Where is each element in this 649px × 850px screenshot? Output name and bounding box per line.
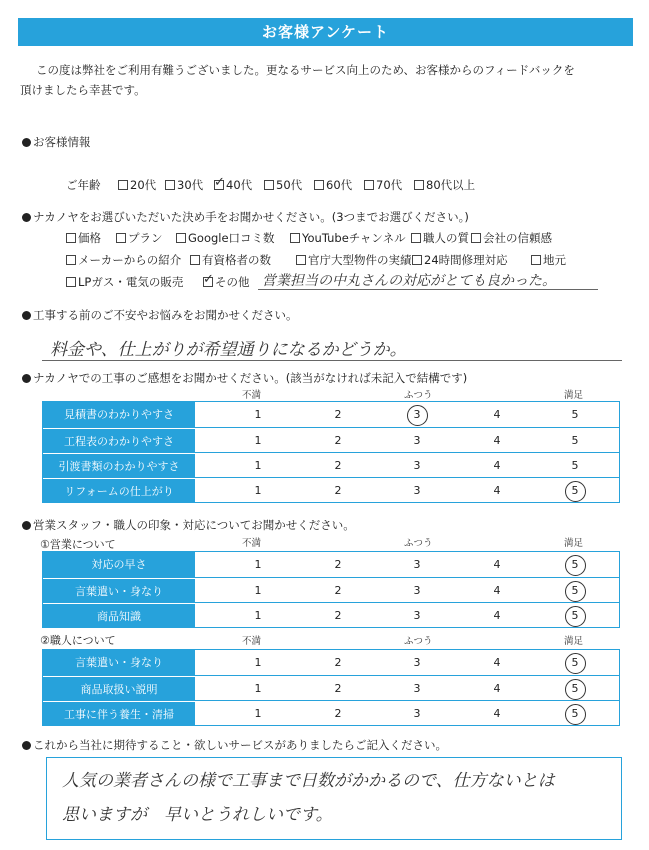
rating-row-label: 工程表のわかりやすさ <box>43 428 195 452</box>
checkbox-icon[interactable] <box>190 255 200 265</box>
rating-row-label: 商品知識 <box>43 603 195 627</box>
scale-low-label: 不満 <box>242 390 262 401</box>
checkbox-icon[interactable] <box>264 180 274 190</box>
checkbox-icon[interactable] <box>471 233 481 243</box>
age-option[interactable] <box>264 177 302 193</box>
rating-option-4[interactable]: 4 <box>493 558 501 571</box>
scale-mid-label: ふつう <box>404 538 433 549</box>
crafts-subheading: ②職人について <box>40 634 116 647</box>
rating-row <box>43 602 619 627</box>
section-heading: ナカノヤをお選びいただいた決め手をお聞かせください。(3つまでお選びください。) <box>33 210 469 224</box>
checkbox-icon[interactable] <box>296 255 306 265</box>
checkbox-icon[interactable] <box>203 277 213 287</box>
rating-option-5[interactable]: 5 <box>571 459 579 472</box>
rating-option-1[interactable]: 1 <box>254 434 262 447</box>
age-option-label: 80代以上 <box>426 178 476 192</box>
decision-option[interactable] <box>531 252 566 268</box>
decision-option-label: 地元 <box>543 253 566 267</box>
intro-line-2: 頂けましたら幸甚です。 <box>20 83 146 97</box>
decision-option-label: YouTubeチャンネル <box>302 231 406 245</box>
rating-option-1[interactable]: 1 <box>254 707 262 720</box>
rating-option-4[interactable]: 4 <box>493 609 501 622</box>
rating-table <box>42 649 620 726</box>
decision-option-label: 職人の質 <box>423 231 469 245</box>
checkbox-icon[interactable] <box>176 233 186 243</box>
rating-option-2[interactable]: 2 <box>334 656 342 669</box>
section-heading: これから当社に期待すること・欲しいサービスがありましたらご記入ください。 <box>33 738 447 752</box>
rating-option-5[interactable]: 5 <box>565 478 585 503</box>
rating-option-5[interactable]: 5 <box>565 552 585 577</box>
age-option[interactable] <box>364 177 402 193</box>
checkbox-icon[interactable] <box>314 180 324 190</box>
rating-row-label: 工事に伴う養生・清掃 <box>43 701 195 725</box>
rating-option-4[interactable]: 4 <box>493 707 501 720</box>
section-decision <box>22 209 469 225</box>
section-heading: 工事する前のご不安やお悩みをお聞かせください。 <box>33 308 298 322</box>
decision-option-label: Google口コミ数 <box>188 231 275 245</box>
age-option[interactable] <box>214 177 252 193</box>
checkbox-icon[interactable] <box>165 180 175 190</box>
rating-option-5[interactable]: 5 <box>565 603 585 628</box>
rating-option-4[interactable]: 4 <box>493 408 501 421</box>
decision-option[interactable] <box>66 230 101 246</box>
scale-high-label: 満足 <box>564 390 584 401</box>
checkbox-icon[interactable] <box>118 180 128 190</box>
rating-option-3[interactable]: 3 <box>413 682 421 695</box>
rating-option-4[interactable]: 4 <box>493 584 501 597</box>
age-option-label: 60代 <box>326 178 353 192</box>
bullet-icon <box>22 311 31 320</box>
rating-row <box>43 700 619 725</box>
rating-row-label: 対応の早さ <box>43 552 195 577</box>
age-option-label: 70代 <box>376 178 403 192</box>
rating-option-1[interactable]: 1 <box>254 682 262 695</box>
other-answer: 営業担当の中丸さんの対応がとても良かった。 <box>262 273 556 289</box>
rating-option-3[interactable]: 3 <box>413 609 421 622</box>
decision-option[interactable] <box>296 252 412 268</box>
rating-option-2[interactable]: 2 <box>334 682 342 695</box>
checkbox-icon[interactable] <box>414 180 424 190</box>
section-concern <box>22 307 298 323</box>
rating-row <box>43 650 619 675</box>
checkbox-icon[interactable] <box>214 180 224 190</box>
decision-option-label: LPガス・電気の販売 <box>78 275 184 289</box>
section-heading: ナカノヤでの工事のご感想をお聞かせください。(該当がなければ未記入で結構です) <box>33 371 468 385</box>
intro-line-1: この度は弊社をご利用有難うございました。更なるサービス向上のため、お客様からのフィードバックを <box>36 63 575 77</box>
bullet-icon <box>22 374 31 383</box>
checkbox-icon[interactable] <box>412 255 422 265</box>
checkbox-icon[interactable] <box>411 233 421 243</box>
rating-option-4[interactable]: 4 <box>493 484 501 497</box>
checkbox-icon[interactable] <box>116 233 126 243</box>
decision-option-label: 価格 <box>78 231 101 245</box>
scale-mid-label: ふつう <box>404 636 433 647</box>
age-option[interactable] <box>165 177 203 193</box>
rating-row-label: 言葉遣い・身なり <box>43 650 195 675</box>
rating-row-label: 言葉遣い・身なり <box>43 578 195 602</box>
decision-option[interactable] <box>411 230 469 246</box>
scale-high-label: 満足 <box>564 538 584 549</box>
rating-option-3[interactable]: 3 <box>413 434 421 447</box>
rating-option-3[interactable]: 3 <box>413 484 421 497</box>
scale-high-label: 満足 <box>564 636 584 647</box>
decision-option-label: 24時間修理対応 <box>424 253 508 267</box>
checkbox-icon[interactable] <box>66 233 76 243</box>
age-option-label: 20代 <box>130 178 157 192</box>
age-option[interactable] <box>314 177 352 193</box>
concern-answer: 料金や、仕上がりが希望通りになるかどうか。 <box>50 340 407 360</box>
rating-option-2[interactable]: 2 <box>334 584 342 597</box>
concern-underline <box>42 360 622 361</box>
rating-option-3[interactable]: 3 <box>413 558 421 571</box>
request-line-1: 人気の業者さんの様で工事まで日数がかかるので、仕方ないとは <box>62 771 555 791</box>
section-heading: 営業スタッフ・職人の印象・対応についてお聞かせください。 <box>33 518 355 532</box>
rating-row-label: 見積書のわかりやすさ <box>43 402 195 427</box>
rating-option-2[interactable]: 2 <box>334 459 342 472</box>
scale-low-label: 不満 <box>242 538 262 549</box>
rating-option-2[interactable]: 2 <box>334 434 342 447</box>
decision-option-label: 官庁大型物件の実績 <box>308 253 412 267</box>
decision-option[interactable] <box>116 230 163 246</box>
checkbox-icon[interactable] <box>364 180 374 190</box>
decision-option-label: その他 <box>215 275 250 289</box>
rating-row <box>43 675 619 700</box>
section-construction <box>22 370 467 386</box>
bullet-icon <box>22 213 31 222</box>
checkbox-icon[interactable] <box>66 255 76 265</box>
section-heading: お客様情報 <box>33 135 91 149</box>
decision-option-label: 会社の信頼感 <box>483 231 552 245</box>
survey-title: お客様アンケート <box>18 18 633 46</box>
rating-option-1[interactable]: 1 <box>254 558 262 571</box>
rating-option-4[interactable]: 4 <box>493 656 501 669</box>
decision-option[interactable] <box>203 274 250 290</box>
rating-row <box>43 552 619 577</box>
rating-row <box>43 477 619 502</box>
rating-option-1[interactable]: 1 <box>254 484 262 497</box>
rating-option-2[interactable]: 2 <box>334 558 342 571</box>
rating-option-5[interactable]: 5 <box>565 676 585 701</box>
checkbox-icon[interactable] <box>531 255 541 265</box>
section-request <box>22 737 447 753</box>
rating-table <box>42 401 620 503</box>
age-option-label: 30代 <box>177 178 204 192</box>
rating-option-4[interactable]: 4 <box>493 434 501 447</box>
age-option-label: 50代 <box>276 178 303 192</box>
decision-option-label: メーカーからの紹介 <box>78 253 182 267</box>
decision-option[interactable] <box>471 230 552 246</box>
rating-option-1[interactable]: 1 <box>254 656 262 669</box>
rating-option-2[interactable]: 2 <box>334 609 342 622</box>
rating-option-1[interactable]: 1 <box>254 459 262 472</box>
decision-option[interactable] <box>412 252 508 268</box>
decision-option[interactable] <box>290 230 406 246</box>
rating-option-2[interactable]: 2 <box>334 408 342 421</box>
scale-low-label: 不満 <box>242 636 262 647</box>
checkbox-icon[interactable] <box>66 277 76 287</box>
rating-option-2[interactable]: 2 <box>334 707 342 720</box>
request-line-2: 思いますが 早いとうれしいです。 <box>62 805 333 825</box>
rating-row <box>43 427 619 452</box>
rating-option-2[interactable]: 2 <box>334 484 342 497</box>
rating-option-4[interactable]: 4 <box>493 682 501 695</box>
rating-option-4[interactable]: 4 <box>493 459 501 472</box>
bullet-icon <box>22 521 31 530</box>
decision-option-label: プラン <box>128 231 163 245</box>
bullet-icon <box>22 138 31 147</box>
rating-option-5[interactable]: 5 <box>565 650 585 675</box>
rating-option-5[interactable]: 5 <box>565 701 585 726</box>
scale-mid-label: ふつう <box>404 390 433 401</box>
bullet-icon <box>22 741 31 750</box>
rating-option-3[interactable]: 3 <box>413 584 421 597</box>
rating-row <box>43 452 619 477</box>
sales-subheading: ①営業について <box>40 538 116 551</box>
age-option[interactable] <box>414 177 475 193</box>
rating-option-3[interactable]: 3 <box>413 459 421 472</box>
rating-option-3[interactable]: 3 <box>413 656 421 669</box>
section-customer-info <box>22 134 91 150</box>
decision-option[interactable] <box>190 252 271 268</box>
decision-option[interactable] <box>66 274 183 290</box>
age-option-label: 40代 <box>226 178 253 192</box>
decision-option[interactable] <box>176 230 275 246</box>
checkbox-icon[interactable] <box>290 233 300 243</box>
rating-row <box>43 402 619 427</box>
rating-option-1[interactable]: 1 <box>254 408 262 421</box>
rating-row-label: 商品取扱い説明 <box>43 676 195 700</box>
rating-option-5[interactable]: 5 <box>571 408 579 421</box>
rating-table <box>42 551 620 628</box>
age-label: ご年齢 <box>66 178 101 192</box>
rating-option-3[interactable]: 3 <box>407 402 427 427</box>
decision-option-label: 有資格者の数 <box>202 253 271 267</box>
rating-row-label: 引渡書類のわかりやすさ <box>43 453 195 477</box>
rating-option-1[interactable]: 1 <box>254 609 262 622</box>
age-option[interactable] <box>118 177 156 193</box>
rating-option-5[interactable]: 5 <box>571 434 579 447</box>
rating-row <box>43 577 619 602</box>
section-staff <box>22 517 355 533</box>
rating-option-3[interactable]: 3 <box>413 707 421 720</box>
rating-option-5[interactable]: 5 <box>565 578 585 603</box>
rating-option-1[interactable]: 1 <box>254 584 262 597</box>
decision-option[interactable] <box>66 252 181 268</box>
rating-row-label: リフォームの仕上がり <box>43 478 195 502</box>
